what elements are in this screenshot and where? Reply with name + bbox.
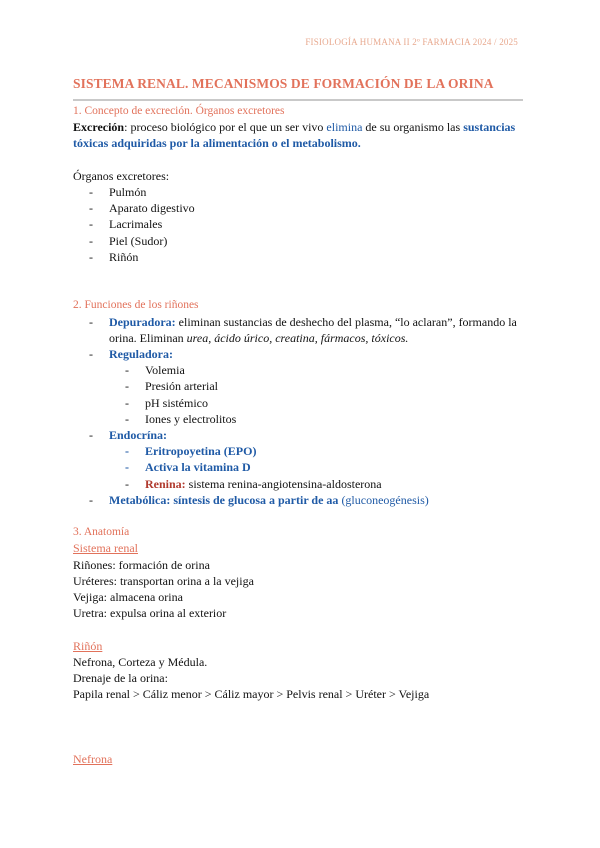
list-item: - Presión arterial — [73, 378, 535, 394]
kidney-functions-list — [73, 314, 535, 508]
list-item: - Lacrimales — [73, 216, 535, 232]
list-item: - pH sistémico — [73, 395, 535, 411]
excretion-term: Excreción — [73, 120, 125, 135]
list-item: - Aparato digestivo — [73, 200, 535, 216]
function-reguladora — [73, 346, 535, 427]
function-depuradora — [73, 314, 535, 346]
running-header: FISIOLOGÍA HUMANA II 2º FARMACIA 2024 / 2025 — [305, 37, 518, 47]
text-line: Papila renal > Cáliz menor > Cáliz mayor > Pelvis renal > Uréter > Vejiga — [73, 687, 430, 702]
definition-text: : proceso biológico por el que un ser vivo — [124, 120, 327, 135]
list-item: - Piel (Sudor) — [73, 233, 535, 249]
content — [73, 103, 535, 767]
list-item: - Eritropoyetina (EPO) — [73, 443, 535, 459]
subheading-sistema-renal: Sistema renal — [73, 541, 138, 556]
function-label: Metabólica: síntesis de glucosa a partir de aa — [109, 492, 339, 507]
subheading-rinon: Riñón — [73, 638, 103, 653]
function-metabolica — [73, 492, 535, 508]
function-label: Depuradora: — [109, 314, 176, 329]
subheading-nefrona: Nefrona — [73, 752, 113, 766]
list-item — [73, 476, 535, 492]
regulated-list — [109, 362, 535, 427]
organs-list — [73, 184, 535, 265]
function-text: eliminan sustancias de deshecho del plasma, “lo aclaran”, formando la orina. Eliminan — [109, 314, 517, 345]
elimina-word: elimina — [326, 120, 363, 135]
definition-text: de su organismo las — [362, 120, 464, 135]
text-line: Uretra: expulsa orina al exterior — [73, 606, 227, 621]
title-divider — [73, 99, 523, 101]
eliminated-substances: urea, ácido úrico, creatina, fármacos, tóxicos. — [186, 330, 409, 345]
excretion-definition — [73, 119, 535, 151]
list-item: - Pulmón — [73, 184, 535, 200]
list-item: - Activa la vitamina D — [73, 459, 535, 475]
section-1-heading: 1. Concepto de excreción. Órganos excretores — [73, 105, 285, 117]
list-item: - Riñón — [73, 249, 535, 265]
list-item: - Iones y electrolitos — [73, 411, 535, 427]
section-2-heading: 2. Funciones de los riñones — [73, 299, 199, 312]
section-3-heading: 3. Anatomía — [73, 526, 130, 539]
function-endocrina — [73, 427, 535, 492]
gluconeogenesis-note: (gluconeogénesis) — [338, 492, 429, 507]
document-title: SISTEMA RENAL. MECANISMOS DE FORMACIÓN DE LA ORINA — [73, 76, 494, 91]
text-line: Riñones: formación de orina — [73, 557, 210, 572]
text-line: Nefrona, Corteza y Médula. — [73, 654, 208, 669]
renina-label: Renina: — [145, 476, 186, 491]
function-label: Reguladora: — [109, 347, 173, 361]
text-line: Uréteres: transportan orina a la vejiga — [73, 573, 254, 588]
text-line: Drenaje de la orina: — [73, 671, 168, 686]
list-item: - Volemia — [73, 362, 535, 378]
organs-label: Órganos excretores: — [73, 168, 170, 183]
toxic-substances-phrase: sustancias tóxicas adquiridas por la alimentación o el metabolismo. — [73, 120, 516, 151]
endocrine-list — [109, 443, 535, 492]
text-line: Vejiga: almacena orina — [73, 590, 183, 605]
renina-text: sistema renina-angiotensina-aldosterona — [185, 476, 382, 491]
function-label: Endocrína: — [109, 428, 168, 443]
